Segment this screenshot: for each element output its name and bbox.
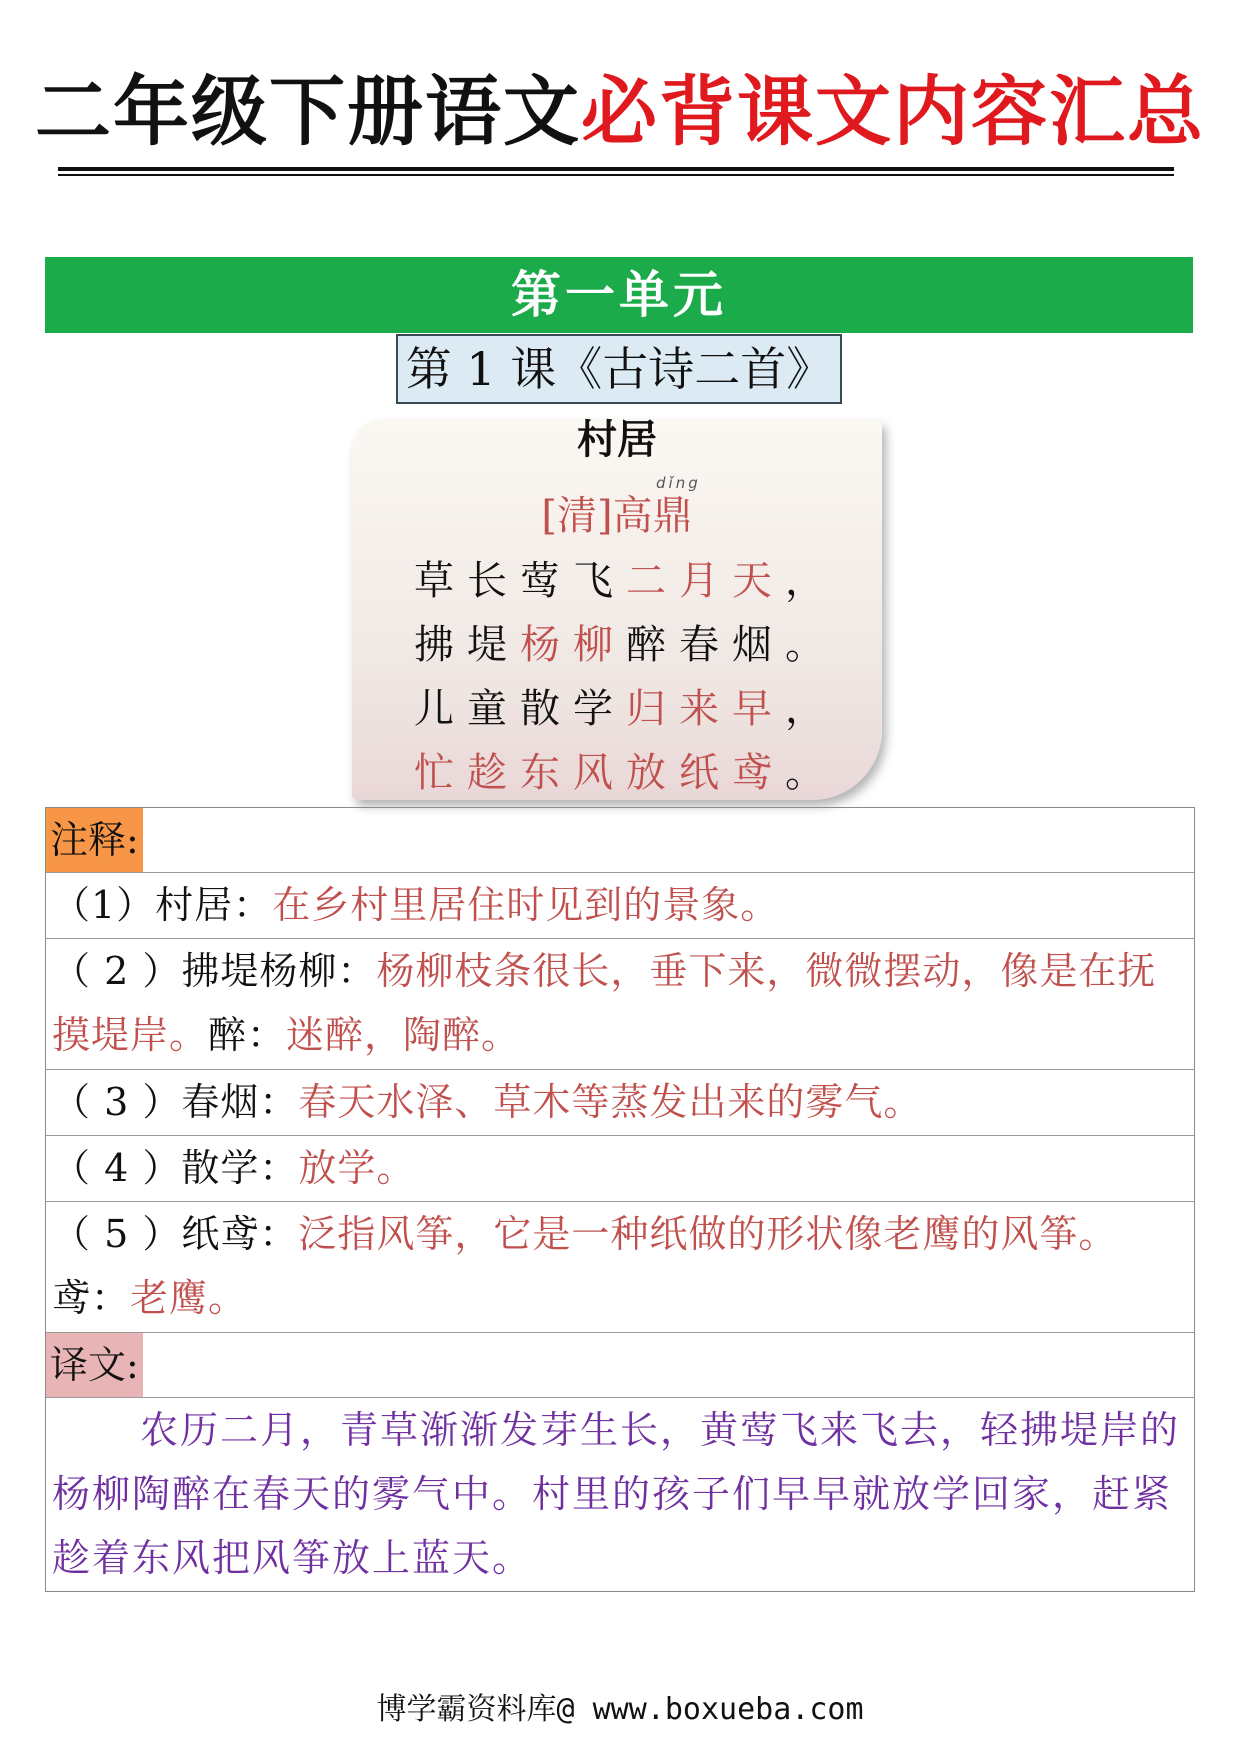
poem-line-3	[414, 679, 838, 739]
poem-line-1-black: 草长莺飞	[414, 558, 626, 604]
footer-watermark: 博学霸资料库@ www.boxueba.com	[376, 1692, 864, 1727]
notes-table	[45, 807, 1195, 1592]
document-title	[0, 62, 1240, 162]
title-black-part: 二年级下册语文	[35, 67, 581, 156]
translation-text: 农历二月，青草渐渐发芽生长，黄莺飞来飞去，轻拂堤岸的杨柳陶醉在春天的雾气中。村里的孩子们早早就放学回家，赶紧趁着东风把风筝放上蓝天。	[52, 1408, 1181, 1580]
note-row-3	[46, 1070, 1194, 1136]
poem-author: [清]高鼎	[541, 493, 693, 539]
poem-line-1-punct: ，	[785, 558, 838, 604]
note-subdefinition: 老鹰。	[130, 1276, 248, 1320]
poem-title: 村居	[577, 417, 657, 463]
note-term: （ 4 ）散学：	[52, 1146, 299, 1190]
note-term: （ 2 ）拂堤杨柳：	[52, 949, 377, 993]
poem-line-1-red: 二月天	[626, 558, 785, 604]
poem-line-4-punct: 。	[785, 750, 838, 796]
note-definition: 放学。	[298, 1146, 416, 1190]
author-pinyin: dǐng	[656, 474, 701, 492]
poem-line-3-red: 归来早	[626, 686, 785, 732]
note-term: （ 5 ）纸鸢：	[52, 1212, 299, 1256]
poem-line-2-black-a: 拂堤	[414, 622, 520, 668]
poem-line-1	[414, 551, 838, 611]
note-row-4	[46, 1136, 1194, 1202]
notes-header-row	[46, 808, 1194, 873]
note-definition: 春天水泽、草木等蒸发出来的雾气。	[298, 1080, 923, 1124]
lesson-title: 第 1 课《古诗二首》	[396, 334, 842, 404]
poem-line-2	[414, 615, 838, 675]
note-subterm: 醉：	[208, 1013, 287, 1057]
note-subdefinition: 迷醉，陶醉。	[286, 1013, 521, 1057]
poem-line-4-red: 忙趁东风放纸鸢	[414, 750, 785, 796]
title-red-part: 必背课文内容汇总	[581, 67, 1205, 156]
note-term: （ 3 ）春烟：	[52, 1080, 299, 1124]
poem-line-3-black: 儿童散学	[414, 686, 626, 732]
translation-header-row	[46, 1333, 1194, 1398]
note-definition: 泛指风筝，它是一种纸做的形状像老鹰的风筝。	[298, 1212, 1118, 1256]
translation-label: 译文:	[46, 1333, 143, 1397]
poem-line-2-red: 杨柳	[520, 622, 626, 668]
poem-line-4	[414, 743, 838, 803]
note-definition: 杨柳枝条很长，垂下来，微微摆动，像是在抚摸堤岸。	[52, 949, 1157, 1057]
note-row-5	[46, 1202, 1194, 1333]
note-definition: 在乡村里居住时见到的景象。	[272, 883, 780, 927]
title-underline-thick	[58, 167, 1174, 171]
note-row-2	[46, 939, 1194, 1070]
notes-label: 注释:	[46, 808, 143, 872]
note-row-1	[46, 873, 1194, 939]
note-term: （1）村居：	[52, 883, 273, 927]
unit-banner: 第一单元	[45, 257, 1193, 333]
title-underline-thin	[58, 174, 1174, 176]
poem-line-3-punct: ，	[785, 686, 838, 732]
poem-line-2-black-b: 醉春烟	[626, 622, 785, 668]
poem-line-2-punct: 。	[785, 622, 838, 668]
note-subterm: 鸢：	[52, 1276, 131, 1320]
